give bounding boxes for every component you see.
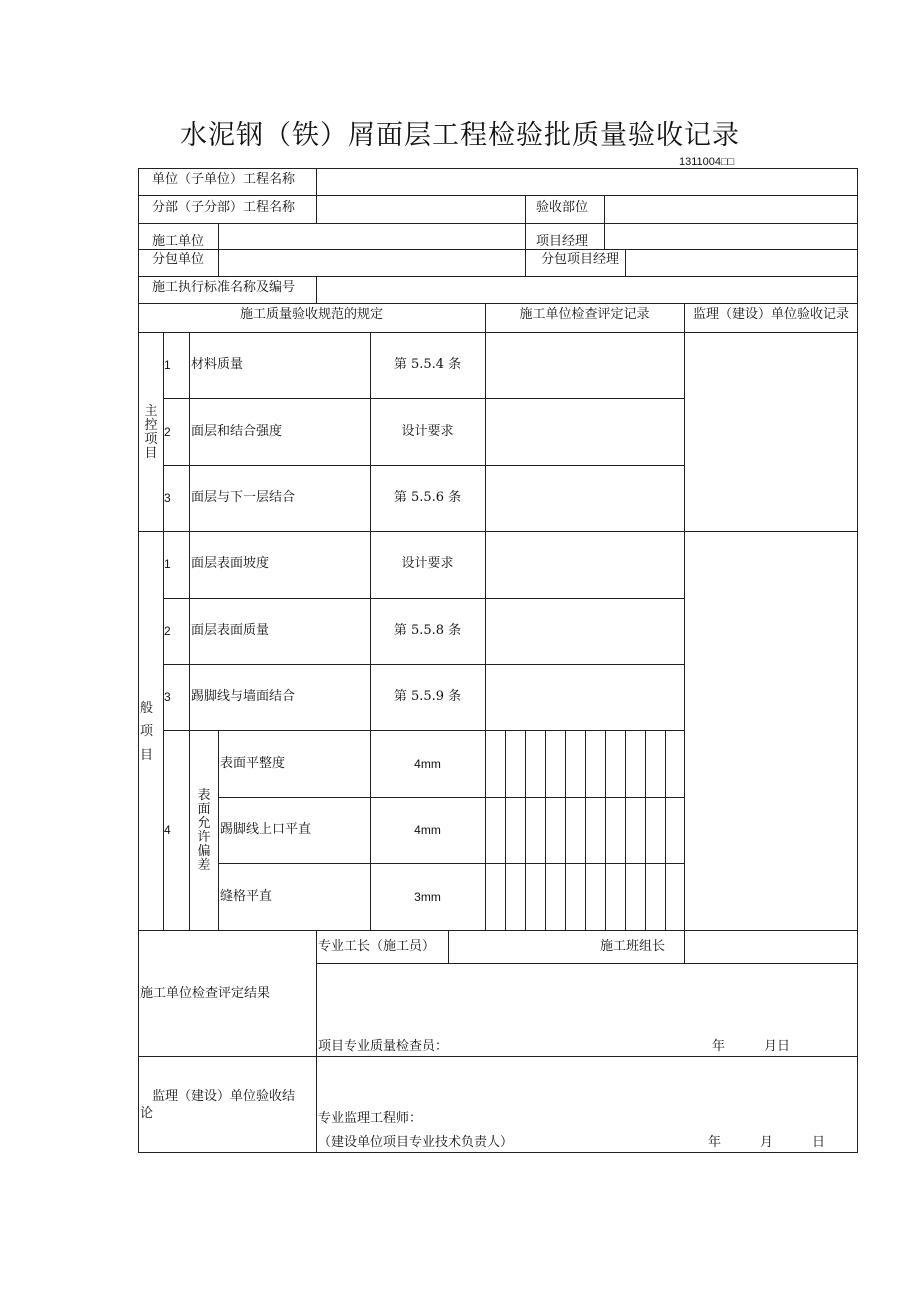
main-items-group-label: 主控项目: [144, 404, 158, 461]
acceptance-part-label: 验收部位: [536, 200, 589, 215]
col-divider: [525, 195, 526, 250]
row-divider: [138, 249, 858, 250]
main-item-name: 面层与下一层结合: [191, 490, 296, 505]
measure-cell-divider: [665, 730, 666, 930]
row-divider: [218, 797, 684, 798]
col-divider: [448, 930, 449, 963]
row-divider: [163, 664, 684, 665]
col-divider: [218, 249, 219, 276]
measure-cell-divider: [625, 730, 626, 930]
form-code: 1311004□□: [679, 156, 735, 168]
col-divider: [218, 223, 219, 250]
deviation-item-name: 表面平整度: [220, 756, 286, 771]
col-divider: [625, 249, 626, 276]
col-divider: [316, 168, 317, 223]
supervisor-label: 专业监理工程师：: [318, 1111, 423, 1126]
main-item-no: 3: [164, 491, 171, 505]
col-divider: [189, 332, 190, 930]
measure-cell-divider: [545, 730, 546, 930]
row-divider: [138, 332, 858, 333]
general-item-no: 3: [164, 690, 171, 704]
row-divider: [138, 531, 858, 532]
deviation-item-tolerance: 3mm: [414, 890, 441, 904]
general-items-group-label: 般: [140, 701, 154, 716]
main-item-name: 材料质量: [191, 357, 244, 372]
deviation-item-tolerance: 4mm: [414, 823, 441, 837]
general-item-no: 1: [164, 557, 171, 571]
general-item-requirement: 第 5.5.8 条: [393, 623, 462, 638]
supervision-conclusion-label: 监理（建设）单位验收结: [152, 1089, 296, 1104]
col-divider: [684, 930, 685, 963]
general-item-name: 面层表面坡度: [191, 556, 270, 571]
row-divider: [163, 398, 684, 399]
inspector-label: 项目专业质量检查员：: [318, 1039, 449, 1054]
measure-cell-divider: [525, 730, 526, 930]
col-divider: [218, 730, 219, 930]
col-divider: [684, 303, 685, 930]
row-divider: [163, 465, 684, 466]
col-divider: [316, 930, 317, 1153]
acceptance-form-table: [138, 168, 858, 1153]
main-item-requirement: 第 5.5.4 条: [393, 357, 462, 372]
deviation-item-name: 缝格平直: [220, 889, 273, 904]
general-items-group-label: 项: [140, 724, 154, 739]
check-record-column-header: 施工单位检查评定记录: [519, 307, 650, 322]
team-leader-label: 施工班组长: [600, 939, 666, 954]
col-divider: [316, 276, 317, 303]
row-divider: [138, 195, 858, 196]
measure-cell-divider: [605, 730, 606, 930]
row-divider: [138, 930, 858, 931]
supervision-record-column-header: 监理（建设）单位验收记录: [692, 307, 849, 322]
measure-cell-divider: [645, 730, 646, 930]
spec-column-header: 施工质量验收规范的规定: [239, 307, 383, 322]
general-item-no: 2: [164, 624, 171, 638]
general-item-name: 面层表面质量: [191, 623, 270, 638]
subcontract-unit-label: 分包单位: [152, 252, 205, 267]
col-divider: [525, 249, 526, 276]
date-field: 年 月 日: [708, 1135, 826, 1150]
standard-label: 施工执行标准名称及编号: [152, 280, 296, 295]
general-items-group-label: 目: [140, 748, 154, 763]
row-divider: [138, 303, 858, 304]
general-item-requirement: 设计要求: [401, 556, 454, 571]
deviation-item-no: 4: [164, 823, 171, 837]
subcontract-manager-label: 分包项目经理: [541, 252, 620, 267]
construction-unit-label: 施工单位: [152, 234, 205, 249]
row-divider: [138, 276, 858, 277]
col-divider: [604, 195, 605, 250]
measure-cell-divider: [585, 730, 586, 930]
deviation-group-label: 表面允许偏差: [197, 788, 211, 873]
foreman-label: 专业工长（施工员）: [318, 939, 436, 954]
general-item-name: 踢脚线与墙面结合: [191, 689, 296, 704]
general-item-requirement: 第 5.5.9 条: [393, 689, 462, 704]
measure-cell-divider: [505, 730, 506, 930]
row-divider: [138, 223, 858, 224]
page-title: 水泥钢（铁）屑面层工程检验批质量验收记录: [180, 120, 740, 151]
main-item-name: 面层和结合强度: [191, 424, 283, 439]
owner-representative-label: （建设单位项目专业技术负责人）: [318, 1135, 514, 1150]
main-item-requirement: 设计要求: [401, 424, 454, 439]
row-divider: [138, 1056, 858, 1057]
main-item-no: 2: [164, 425, 171, 439]
unit-project-label: 单位（子单位）工程名称: [152, 172, 296, 187]
main-item-requirement: 第 5.5.6 条: [393, 490, 462, 505]
row-divider: [218, 863, 684, 864]
project-manager-label: 项目经理: [536, 234, 589, 249]
supervision-conclusion-label: 论: [140, 1106, 154, 1121]
row-divider: [316, 963, 858, 964]
date-field: 年 月日: [712, 1039, 791, 1054]
deviation-item-tolerance: 4mm: [414, 757, 441, 771]
main-item-no: 1: [164, 358, 171, 372]
col-divider: [485, 332, 486, 930]
row-divider: [163, 598, 684, 599]
check-result-label: 施工单位检查评定结果: [140, 986, 271, 1001]
deviation-item-name: 踢脚线上口平直: [220, 822, 312, 837]
measure-cell-divider: [565, 730, 566, 930]
sub-project-label: 分部（子分部）工程名称: [152, 200, 296, 215]
